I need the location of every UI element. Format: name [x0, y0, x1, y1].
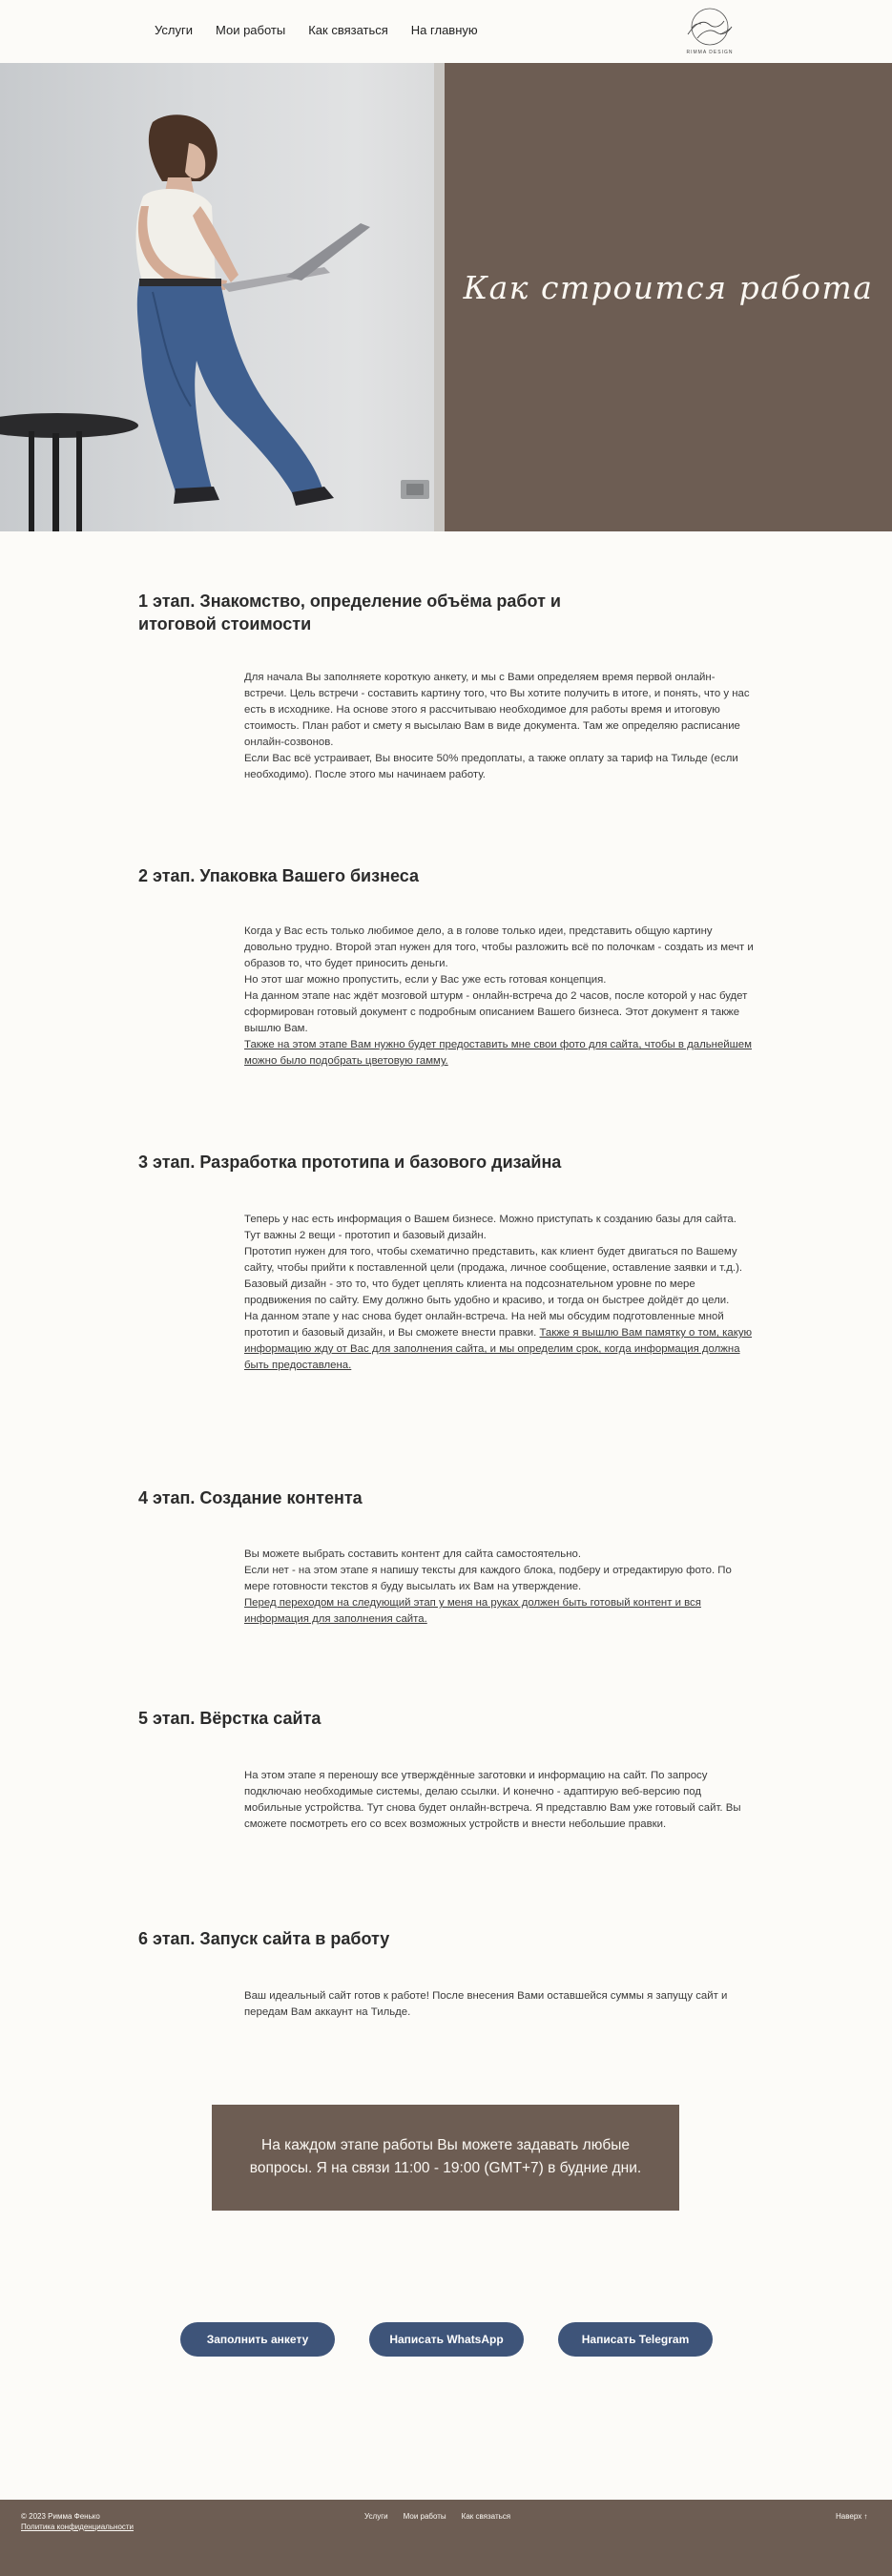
logo-text: RIMMA DESIGN — [686, 50, 734, 55]
stage-1-paragraph: Если Вас всё устраивает, Вы вносите 50% предоплаты, а также оплату за тариф на Тильде (если необходимо). После этого мы начинаем работу. — [244, 753, 738, 780]
stage-3-paragraph: Базовый дизайн - это то, что будет цеплять клиента на подсознательном уровне по мере продвижения по сайту. Ему должно быть удобно и красиво, и тогда он быстрее дойдёт до цели. — [244, 1278, 730, 1306]
stage-6-title: 6 этап. Запуск сайта в работу — [138, 1929, 390, 1948]
stage-4-body — [244, 1547, 756, 1628]
stage-2-paragraph: На данном этапе нас ждёт мозговой штурм - онлайн-встреча до 2 часов, после которой у нас будет сформирован готовый документ с подробным описанием Вашего бизнеса. Этот документ я также вышлю Вам. — [244, 990, 748, 1034]
stage-5-paragraph: На этом этапе я переношу все утверждённые заготовки и информацию на сайт. По запросу подключаю необходимые системы, делаю ссылки. И конечно - адаптирую веб-версию под мобильные устройства. Тут снова будет онлайн-встреча. Я представлю Вам уже готовый сайт. Вы сможете посмотреть его со всех возможных устройств и внести небольшие правки. — [244, 1770, 741, 1830]
hero-photo-illustration — [0, 63, 445, 531]
stage-2-paragraph: Но этот шаг можно пропустить, если у Вас уже есть готовая концепция. — [244, 974, 607, 986]
footer-nav — [364, 2512, 510, 2521]
nav-home[interactable]: На главную — [410, 23, 478, 37]
stage-4-paragraph: Если нет - на этом этапе я напишу тексты для каждого блока, подберу и отредактирую фото. По мере готовности текстов я буду высылать их Вам на утверждение. — [244, 1565, 732, 1592]
footer-copyright-block — [21, 2511, 134, 2532]
stage-2-body — [244, 924, 756, 1070]
hero — [0, 63, 892, 531]
privacy-policy-link[interactable]: Политика конфиденциальности — [21, 2523, 135, 2531]
stage-3-paragraph: Прототип нужен для того, чтобы схематично представить, как клиент будет двигаться по Вашему сайту, чтобы прийти к поставленной цели (продажа, личное сообщение, оставление заявки и т.д.). — [244, 1246, 743, 1274]
footer-nav-contact[interactable]: Как связаться — [461, 2512, 511, 2521]
hero-title-panel — [445, 63, 892, 531]
stage-4-title: 4 этап. Создание контента — [138, 1488, 363, 1507]
stage-4-underlined-note: Перед переходом на следующий этап у меня на руках должен быть готовый контент и вся информация для заполнения сайта. — [244, 1597, 701, 1625]
stage-3-plain-text: На данном этапе у нас снова будет онлайн-встреча. На ней мы обсудим подготовленные мной прототип и базовый дизайн, и Вы сможете внести правки. — [244, 1311, 724, 1339]
stage-4-paragraph: Вы можете выбрать составить контент для сайта самостоятельно. — [244, 1548, 581, 1560]
footer-copyright: © 2023 Римма Фенько — [21, 2512, 100, 2521]
stage-3-body — [244, 1212, 756, 1374]
notice-line-2: вопросы. Я на связи 11:00 - 19:00 (GMT+7) в будние дни. — [249, 2160, 642, 2176]
logo[interactable] — [678, 6, 741, 57]
stage-5-title: 5 этап. Вёрстка сайта — [138, 1709, 322, 1728]
stage-2-underlined-note: Также на этом этапе Вам нужно будет предоставить мне свои фото для сайта, чтобы в дальнейшем можно было подобрать цветовую гамму. — [244, 1039, 752, 1067]
nav-contact[interactable]: Как связаться — [308, 23, 388, 37]
footer — [0, 2500, 892, 2576]
whatsapp-button[interactable]: Написать WhatsApp — [369, 2322, 524, 2357]
nav-services[interactable]: Услуги — [155, 23, 193, 37]
top-nav — [155, 23, 478, 37]
stage-5-body — [244, 1768, 756, 1833]
nav-works[interactable]: Мои работы — [215, 23, 286, 37]
stage-6-paragraph: Ваш идеальный сайт готов к работе! После внесения Вами оставшейся суммы я запущу сайт и передам Вам аккаунт на Тильде. — [244, 1990, 728, 2018]
back-to-top-link[interactable]: Наверх ↑ — [836, 2512, 868, 2521]
header — [0, 0, 892, 63]
stage-1-body — [244, 670, 756, 783]
hero-photo — [0, 63, 445, 531]
fill-form-button[interactable]: Заполнить анкету — [180, 2322, 335, 2357]
hero-title: Как строится работа — [463, 269, 874, 306]
stage-2-paragraph: Когда у Вас есть только любимое дело, а в голове только идеи, представить общую картину довольно трудно. Второй этап нужен для того, чтобы разложить всё по полочкам - создать из мечт и образов то, что будет приносить деньги. — [244, 925, 754, 969]
footer-nav-services[interactable]: Услуги — [364, 2512, 388, 2521]
stage-3-title: 3 этап. Разработка прототипа и базового дизайна — [138, 1153, 562, 1172]
stage-3-paragraph: Теперь у нас есть информация о Вашем бизнесе. Можно приступать к созданию базы для сайта. Тут важны 2 вещи - прототип и базовый дизайн. — [244, 1214, 736, 1241]
availability-notice — [212, 2105, 679, 2211]
stage-3-paragraph — [244, 1309, 756, 1374]
notice-line-1: На каждом этапе работы Вы можете задавать любые — [261, 2137, 630, 2153]
footer-nav-works[interactable]: Мои работы — [403, 2512, 446, 2521]
stage-6-body — [244, 1988, 756, 2021]
telegram-button[interactable]: Написать Telegram — [558, 2322, 713, 2357]
stage-2-title: 2 этап. Упаковка Вашего бизнеса — [138, 866, 419, 885]
stage-1-title: 1 этап. Знакомство, определение объёма работ и итоговой стоимости — [138, 592, 561, 634]
stage-1-paragraph: Для начала Вы заполняете короткую анкету, и мы с Вами определяем время первой онлайн-встречи. Цель встречи - составить картину того, что Вы хотите получить в итоге, и понять, что у нас есть в исходнике. На основе этого я рассчитываю необходимое для работы время и итоговую стоимость. План работ и смету я высылаю Вам в виде документа. Там же определяю расписание онлайн-созвонов. — [244, 672, 750, 748]
logo-hands-icon — [678, 6, 741, 52]
stage-3-underlined-note: Также я вышлю Вам памятку о том, какую информацию жду от Вас для заполнения сайта, и мы определим срок, когда информация должна быть предоставлена. — [244, 1327, 753, 1371]
